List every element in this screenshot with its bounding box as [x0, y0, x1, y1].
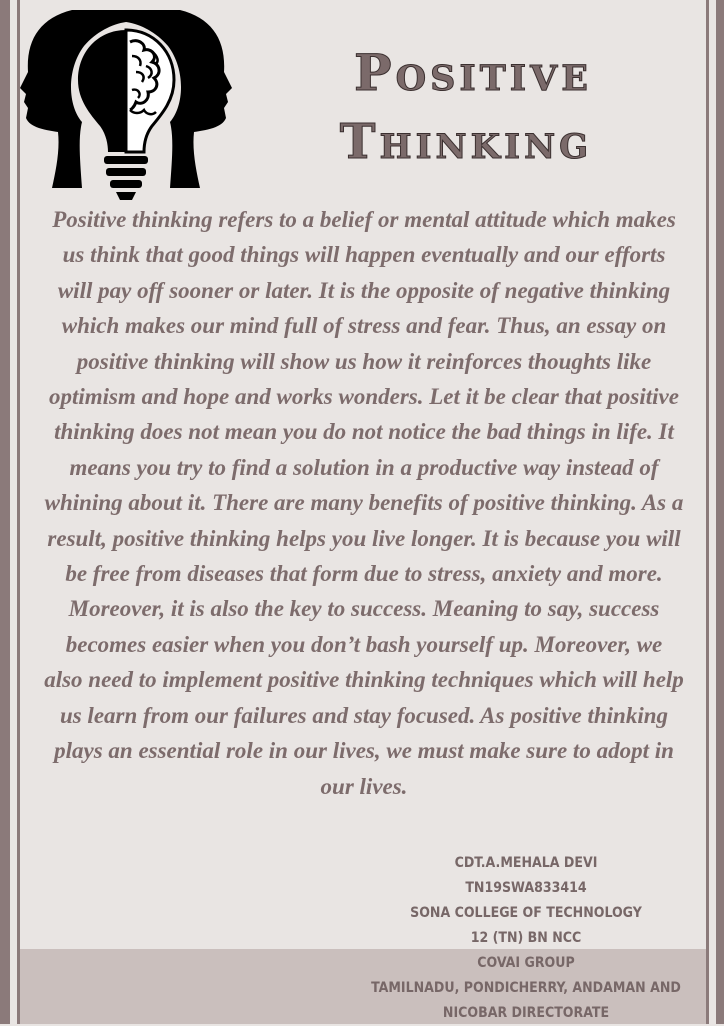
frame-left-bar	[0, 0, 10, 1024]
title-line-thinking: Thinking	[339, 114, 593, 170]
college-name: SONA COLLEGE OF TECHNOLOGY	[410, 905, 642, 921]
author-name: CDT.A.MEHALA DEVI	[454, 855, 598, 871]
cadet-id: TN19SWA833414	[465, 880, 587, 896]
directorate-line-2: NICOBAR DIRECTORATE	[442, 1005, 610, 1021]
group-name: COVAI GROUP	[477, 955, 575, 971]
author-credits	[360, 851, 692, 1026]
title-line-positive: Positive	[354, 43, 592, 102]
directorate-line-1: TAMILNADU, PONDICHERRY, ANDAMAN AND	[371, 980, 681, 996]
page-title	[228, 43, 708, 170]
unit-name: 12 (TN) BN NCC	[470, 930, 582, 946]
frame-right-bar	[716, 0, 724, 1024]
essay-paragraph: Positive thinking refers to a belief or mental attitude which makes us think that good things will happen eventually and our efforts will pay off sooner or later. It is the opposite of negative thinking which makes our mind full of stress and fear. Thus, an essay on positive thinking will show us how it reinforces thoughts like optimism and hope and works wonders. Let it be clear that positive thinking does not mean you do not notice the bad things in life. It means you try to find a solution in a productive way instead of whining about it. There are many benefits of positive thinking. As a result, positive thinking helps you live longer. It is because you will be free from diseases that form due to stress, anxiety and more. Moreover, it is also the key to success. Meaning to say, success becomes easier when you don’t bash yourself up. Moreover, we also need to implement positive thinking techniques which will help us learn from our failures and stay focused. As positive thinking plays an essential role in our lives, we must make sure to adopt in our lives.	[44, 207, 684, 799]
head-lightbulb-brain-icon	[20, 10, 232, 208]
